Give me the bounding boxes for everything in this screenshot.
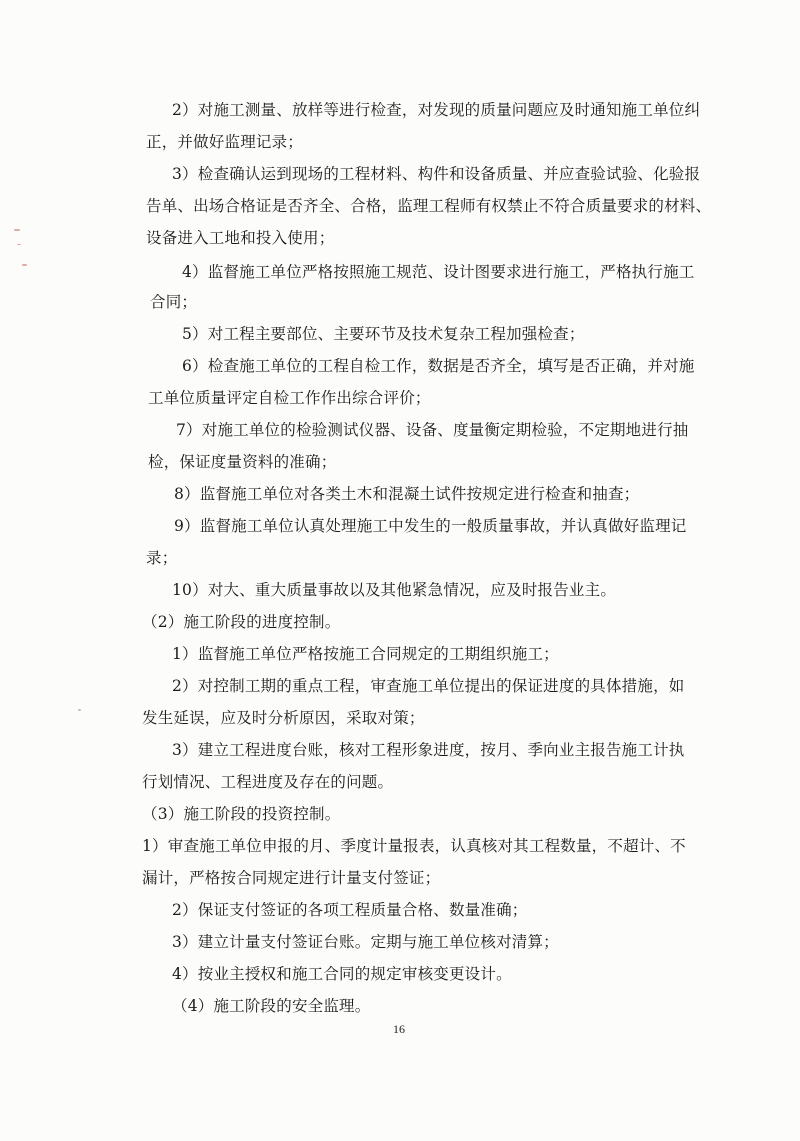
scan-speck (78, 709, 81, 711)
text-line: 4）监督施工单位严格按照施工规范、设计图要求进行施工，严格执行施工 (182, 263, 695, 281)
text-line: 6）检查施工单位的工程自检工作，数据是否齐全，填写是否正确，并对施 (182, 357, 695, 375)
text-line: 正，并做好监理记录； (146, 133, 304, 151)
text-line: 3）建立工程进度台账，核对工程形象进度，按月、季向业主报告施工计执 (172, 741, 685, 759)
page-number: 16 (393, 1022, 405, 1036)
scan-speck (22, 264, 27, 266)
text-line: 告单、出场合格证是否齐全、合格，监理工程师有权禁止不符合质量要求的材料、 (146, 197, 712, 215)
text-line: 7）对施工单位的检验测试仪器、设备、度量衡定期检验，不定期地进行抽 (176, 421, 689, 439)
text-line: 2）对控制工期的重点工程，审查施工单位提出的保证进度的具体措施，如 (172, 677, 685, 695)
text-line: 3）建立计量支付签证台账。定期与施工单位核对清算； (172, 933, 559, 951)
text-line: 10）对大、重大质量事故以及其他紧急情况，应及时报告业主。 (172, 581, 617, 599)
scan-speck (14, 229, 20, 231)
text-line: 设备进入工地和投入使用； (146, 229, 335, 247)
section-heading: （4）施工阶段的安全监理。 (172, 997, 371, 1015)
text-line: 发生延误，应及时分析原因，采取对策； (142, 709, 425, 727)
section-heading: （3）施工阶段的投资控制。 (142, 805, 341, 823)
text-line: 2）对施工测量、放样等进行检查，对发现的质量问题应及时通知施工单位纠 (172, 101, 701, 119)
text-line: 2）保证支付签证的各项工程质量合格、数量准确； (172, 901, 528, 919)
text-line: 1）监督施工单位严格按施工合同规定的工期组织施工； (172, 645, 559, 663)
text-line: 漏计，严格按合同规定进行计量支付签证； (142, 869, 441, 887)
text-line: 1）审查施工单位申报的月、季度计量报表，认真核对其工程数量，不超计、不 (142, 837, 686, 855)
text-line: 检，保证度量资料的准确； (148, 453, 337, 471)
scan-speck (17, 244, 21, 245)
text-line: 5）对工程主要部位、主要环节及技术复杂工程加强检查； (182, 325, 585, 343)
text-line: 录； (146, 549, 178, 567)
text-line: 4）按业主授权和施工合同的规定审核变更设计。 (172, 965, 512, 983)
text-line: 9）监督施工单位认真处理施工中发生的一般质量事故，并认真做好监理记 (174, 517, 687, 535)
text-line: 8）监督施工单位对各类土木和混凝土试件按规定进行检查和抽查； (174, 485, 640, 503)
text-line: 工单位质量评定自检工作作出综合评价； (148, 389, 431, 407)
section-heading: （2）施工阶段的进度控制。 (142, 613, 341, 631)
text-line: 3）检查确认运到现场的工程材料、构件和设备质量、并应查验试验、化验报 (172, 165, 701, 183)
text-line: 合同； (150, 293, 198, 311)
text-line: 行划情况、工程进度及存在的问题。 (142, 773, 394, 791)
